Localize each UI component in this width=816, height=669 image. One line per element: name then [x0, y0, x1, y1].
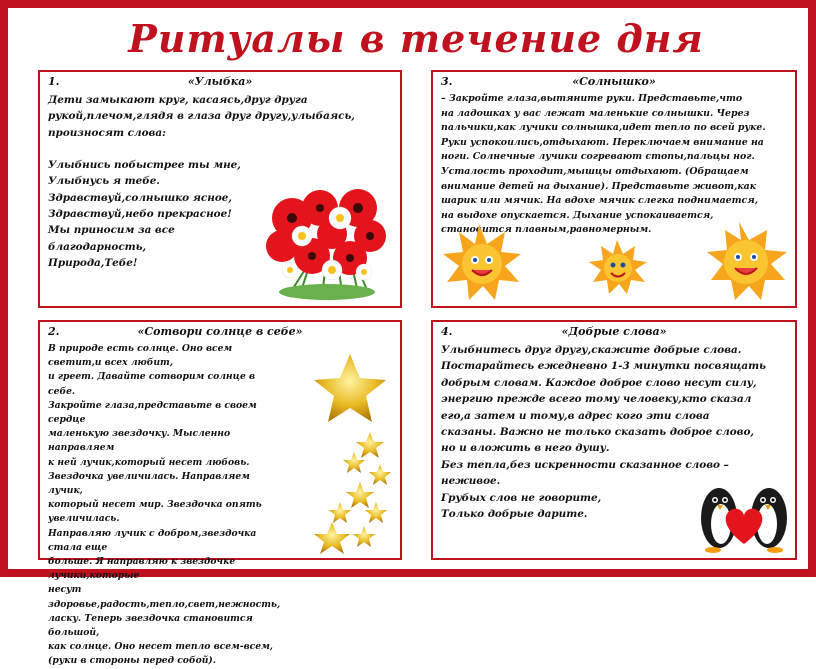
panel-sunshine: [431, 70, 797, 308]
panel-smile: [38, 70, 402, 308]
panel-number: 4.: [441, 325, 453, 338]
panel-kind-words: [431, 320, 797, 560]
panel-number: 1.: [48, 75, 60, 88]
panel-text: – Закройте глаза,вытяните руки. Представьте,что на ладошках у вас лежат маленькие солнышки. Через пальчики,как лучики солнышка,идет тепло по всей руке. Руки успокоились,отдыхают. Переключаем внимание на ноги. Солнечные лучики согревают стопы,пальцы ног. Усталость проходит,мышцы отдыхают. (Обращаем внимание детей на дыхание). Представьте живот,как шарик или мячик. На вдохе мячик слегка поднимается, на выдохе опускается. Дыхание успокаивается, становится плавным,равномерным.: [441, 93, 766, 236]
penguins-with-heart-image: [695, 472, 793, 556]
panel-title: «Добрые слова»: [561, 325, 667, 338]
panel-text: В природе есть солнце. Оно всем светит,и всех любит, и греет. Давайте сотворим солнце в себе. Закройте глаза,представьте в своем сердце маленькую звездочку. Мысленно направляем к ней лучик,который несет любовь. Звездочка увеличилась. Направляем лучик, который несет мир. Звездочка опять увеличилась. Направляю лучик с добром,звездочка стала еще больше. Я направляю к звездочке лучики,которые несут здоровье,радость,тепло,свет,нежность, ласку. Теперь звездочка становится большой, как солнце. Оно несет тепло всем-всем, (руки в стороны перед собой).: [48, 343, 281, 667]
panel-text: Дети замыкают круг, касаясь,друг друга рукой,плечом,глядя в глаза друг другу,улыбаясь, произносят слова: Улыбнись побыстрее ты мне, Улыбнусь я тебе. Здравствуй,солнышко ясное, Здравствуй,небо прекрасное! Мы приносим за все благодарность, Природа,Тебе!: [48, 94, 355, 269]
panel-title: «Сотвори солнце в себе»: [137, 325, 303, 338]
panel-number: 2.: [48, 325, 60, 338]
panel-text: Улыбнитесь друг другу,скажите добрые слова. Постарайтесь ежедневно 1-3 минутки посвящать добрым словам. Каждое доброе слово несут силу, энергию прежде всего тому человеку,кто сказал его,а затем и тому,в адрес кого эти слова сказаны. Важно не только сказать доброе слово, но и вложить в него душу. Без тепла,без искренности сказанное слово – неживое. Грубых слов не говорите, Только добрые дарите.: [441, 344, 766, 521]
poppies-and-daisies-heart-image: [262, 178, 392, 304]
smiling-suns-image: [439, 222, 791, 304]
panel-number: 3.: [441, 75, 453, 88]
panel-title: «Улыбка»: [187, 75, 253, 88]
panel-title: «Солнышко»: [572, 75, 656, 88]
poster-title: Ритуалы в течение дня: [128, 16, 704, 61]
golden-stars-image: [310, 352, 402, 558]
panel-create-sun: [38, 320, 402, 667]
